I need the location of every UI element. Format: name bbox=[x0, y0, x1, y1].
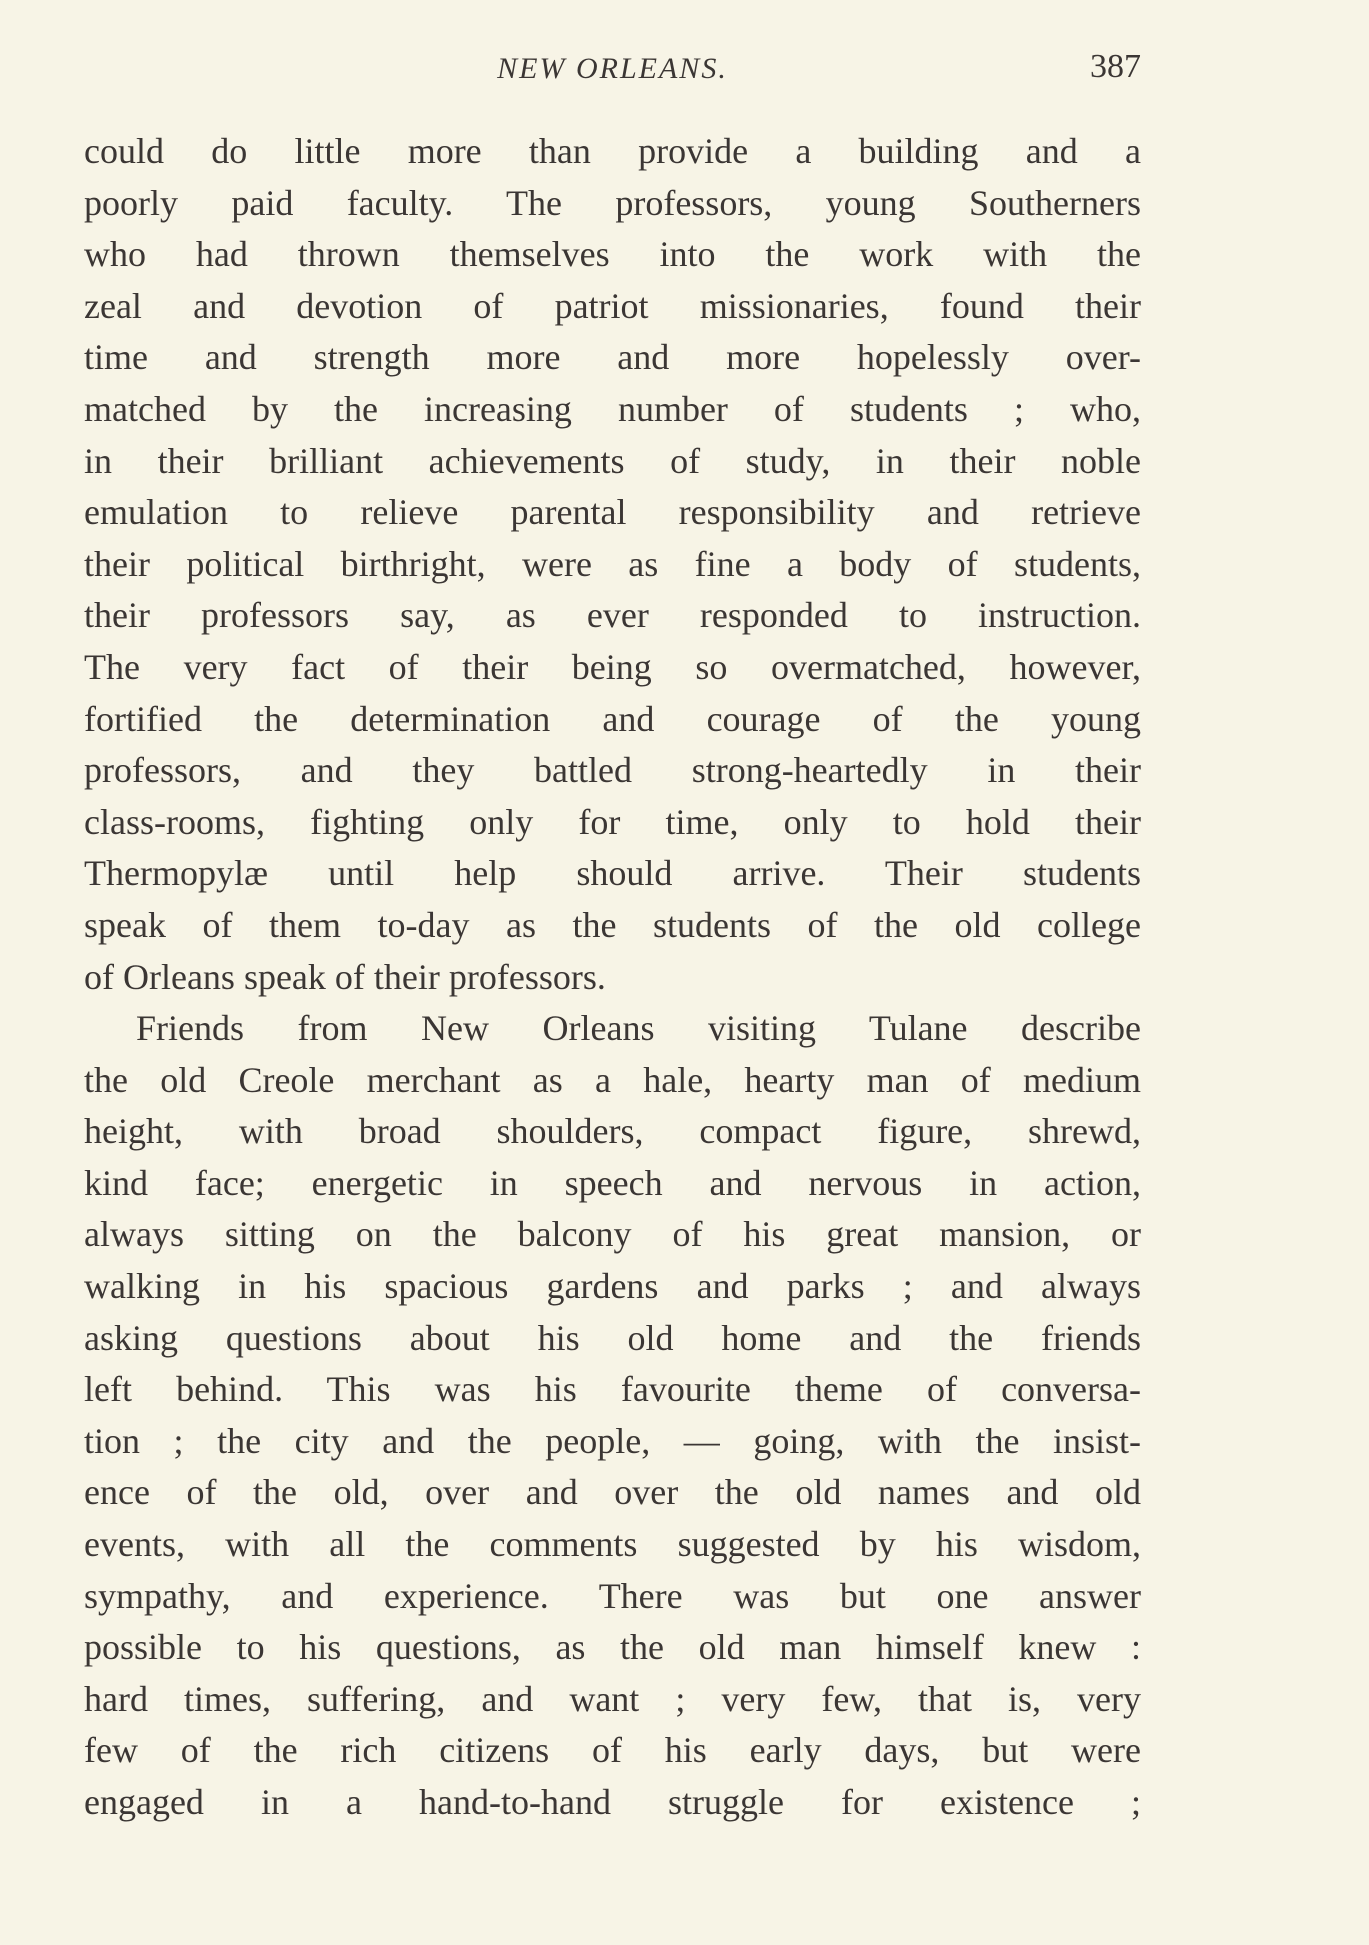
text-line: class-rooms, fighting only for time, only to hold their bbox=[84, 801, 1141, 842]
text-line: emulation to relieve parental responsibility and retrieve bbox=[84, 492, 1141, 533]
text-line: sympathy, and experience. There was but one answer bbox=[84, 1575, 1141, 1616]
text-line: events, with all the comments suggested by his wisdom, bbox=[84, 1524, 1141, 1565]
text-line: The very fact of their being so overmatched, however, bbox=[84, 646, 1141, 687]
text-line: speak of them to-day as the students of the old college bbox=[84, 904, 1141, 945]
page-body bbox=[84, 126, 1141, 1829]
page-number: 387 bbox=[1090, 48, 1141, 85]
text-line: engaged in a hand-to-hand struggle for existence ; bbox=[84, 1782, 1141, 1822]
text-line: ence of the old, over and over the old names and old bbox=[84, 1472, 1141, 1513]
text-line: tion ; the city and the people, — going, with the insist- bbox=[84, 1420, 1141, 1461]
text-line: professors, and they battled strong-heartedly in their bbox=[84, 750, 1141, 791]
text-line: time and strength more and more hopelessly over- bbox=[84, 337, 1141, 378]
text-line: kind face; energetic in speech and nervous in action, bbox=[84, 1162, 1141, 1203]
text-line: who had thrown themselves into the work with the bbox=[84, 234, 1141, 275]
text-line: zeal and devotion of patriot missionaries, found their bbox=[84, 285, 1141, 326]
text-line: could do little more than provide a building and a bbox=[84, 131, 1141, 171]
text-line: their professors say, as ever responded to instruction. bbox=[84, 595, 1141, 636]
text-line: fortified the determination and courage of the young bbox=[84, 698, 1141, 739]
text-line: matched by the increasing number of students ; who, bbox=[84, 388, 1141, 429]
text-line: their political birthright, were as fine a body of students, bbox=[84, 543, 1141, 584]
text-line: poorly paid faculty. The professors, young Southerners bbox=[84, 182, 1141, 223]
text-line: height, with broad shoulders, compact figure, shrewd, bbox=[84, 1111, 1141, 1152]
text-line: the old Creole merchant as a hale, hearty man of medium bbox=[84, 1059, 1141, 1100]
text-line: always sitting on the balcony of his great mansion, or bbox=[84, 1214, 1141, 1255]
text-line: Friends from New Orleans visiting Tulane describe bbox=[136, 1008, 1141, 1049]
text-line: left behind. This was his favourite theme of conversa- bbox=[84, 1369, 1141, 1410]
page-header bbox=[84, 46, 1141, 90]
running-title: NEW ORLEANS. bbox=[497, 52, 728, 85]
text-line: asking questions about his old home and the friends bbox=[84, 1317, 1141, 1358]
text-line: of Orleans speak of their professors. bbox=[84, 956, 606, 997]
text-line: Thermopylæ until help should arrive. Their students bbox=[84, 853, 1141, 894]
text-line: hard times, suffering, and want ; very few, that is, very bbox=[84, 1678, 1141, 1719]
text-line: in their brilliant achievements of study, in their noble bbox=[84, 440, 1141, 481]
text-line: walking in his spacious gardens and parks ; and always bbox=[84, 1266, 1141, 1307]
text-line: possible to his questions, as the old man himself knew : bbox=[84, 1627, 1141, 1668]
text-line: few of the rich citizens of his early days, but were bbox=[84, 1730, 1141, 1771]
